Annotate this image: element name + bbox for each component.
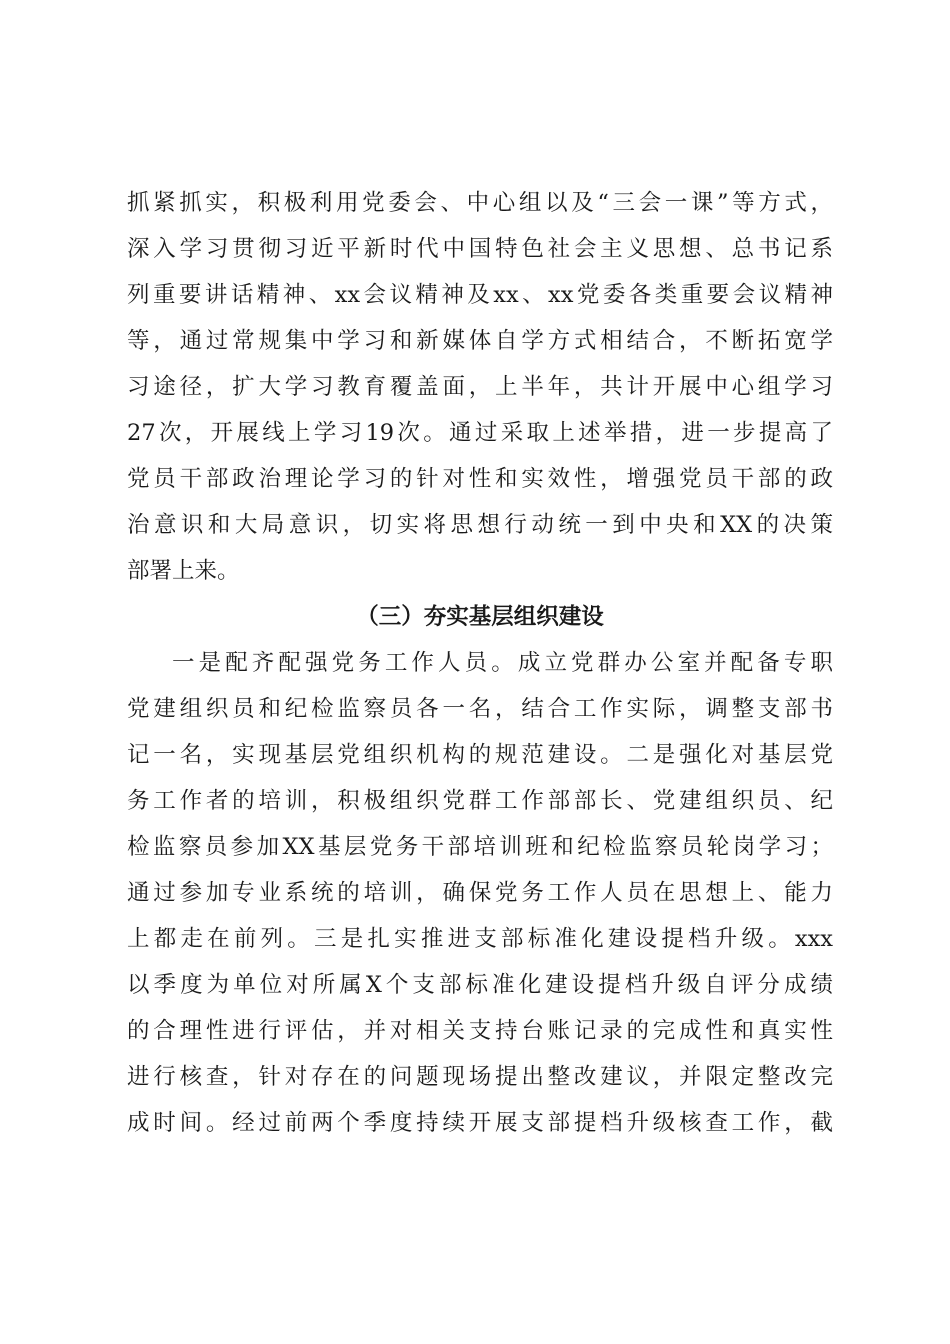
- document-body: [127, 180, 833, 1146]
- text-line: 等，通过常规集中学习和新媒体自学方式相结合，不断拓宽学: [127, 328, 833, 354]
- text-line: 列重要讲话精神、xx会议精神及xx、xx党委各类重要会议精神: [127, 282, 833, 308]
- paragraph-organization: [127, 640, 833, 1146]
- text-line: 上都走在前列。三是扎实推进支部标准化建设提档升级。xxx: [127, 926, 833, 952]
- text-line: 进行核查，针对存在的问题现场提出整改建议，并限定整改完: [127, 1064, 833, 1090]
- text-line: 成时间。经过前两个季度持续开展支部提档升级核查工作，截: [127, 1110, 833, 1136]
- text-line: 检监察员参加XX基层党务干部培训班和纪检监察员轮岗学习；: [127, 834, 833, 860]
- text-line: 一是配齐配强党务工作人员。成立党群办公室并配备专职: [172, 650, 833, 676]
- text-line: 党员干部政治理论学习的针对性和实效性，增强党员干部的政: [127, 466, 833, 492]
- text-line: 党建组织员和纪检监察员各一名，结合工作实际，调整支部书: [127, 696, 833, 722]
- text-line: 抓紧抓实，积极利用党委会、中心组以及“三会一课”等方式，: [127, 190, 833, 216]
- text-line: 记一名，实现基层党组织机构的规范建设。二是强化对基层党: [127, 742, 833, 768]
- text-line: 27次，开展线上学习19次。通过采取上述举措，进一步提高了: [127, 420, 833, 446]
- text-line: 习途径，扩大学习教育覆盖面，上半年，共计开展中心组学习: [127, 374, 833, 400]
- paragraph-study: [127, 180, 833, 594]
- section-heading: （三）夯实基层组织建设: [356, 604, 604, 630]
- text-line: 通过参加专业系统的培训，确保党务工作人员在思想上、能力: [127, 880, 833, 906]
- text-line: 深入学习贯彻习近平新时代中国特色社会主义思想、总书记系: [127, 236, 833, 262]
- text-line: 的合理性进行评估，并对相关支持台账记录的完成性和真实性: [127, 1018, 833, 1044]
- text-line: 务工作者的培训，积极组织党群工作部部长、党建组织员、纪: [127, 788, 833, 814]
- text-line: 以季度为单位对所属X个支部标准化建设提档升级自评分成绩: [127, 972, 833, 998]
- text-line: 治意识和大局意识，切实将思想行动统一到中央和XX的决策: [127, 512, 833, 538]
- text-line: 部署上来。: [127, 558, 240, 584]
